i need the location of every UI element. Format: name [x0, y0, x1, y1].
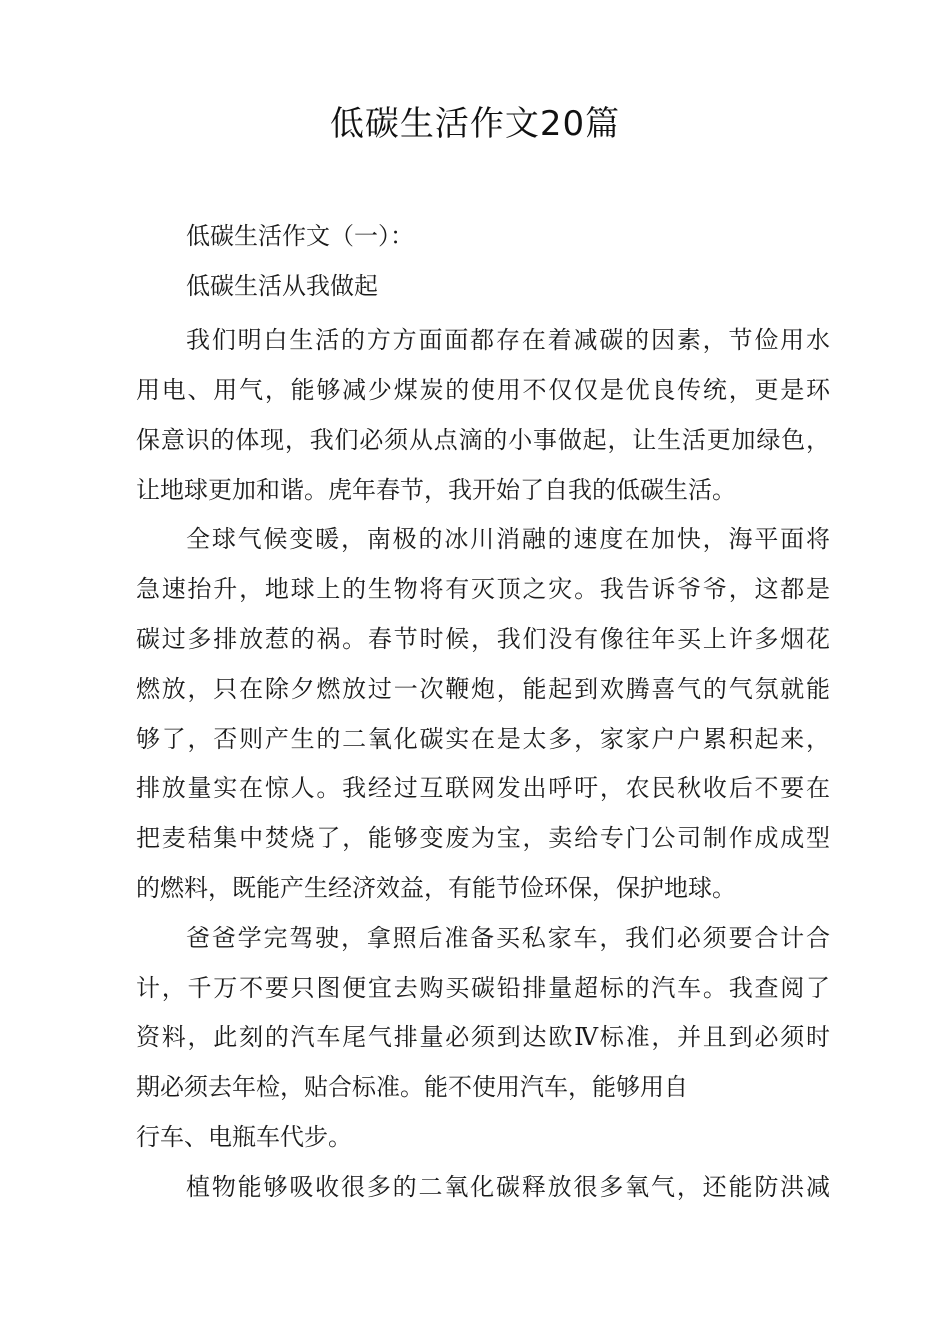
paragraph-line: 碳过多排放惹的祸。春节时候，我们没有像往年买上许多烟花	[136, 625, 830, 653]
paragraph-line: 期必须去年检，贴合标准。能不使用汽车，能够用自	[136, 1073, 688, 1101]
paragraph-line: 我们明白生活的方方面面都存在着减碳的因素，节俭用水	[186, 326, 830, 354]
paragraph-line: 急速抬升，地球上的生物将有灭顶之灾。我告诉爷爷，这都是	[136, 575, 830, 603]
paragraph-line: 资料，此刻的汽车尾气排量必须到达欧Ⅳ标准，并且到必须时	[136, 1023, 830, 1051]
paragraph-line: 计，千万不要只图便宜去购买碳铅排量超标的汽车。我查阅了	[136, 974, 830, 1002]
essay-subtitle: 低碳生活从我做起	[186, 272, 378, 300]
paragraph-line: 行车、电瓶车代步。	[136, 1123, 352, 1151]
paragraph-line: 用电、用气，能够减少煤炭的使用不仅仅是优良传统，更是环	[136, 376, 830, 404]
paragraph-line: 够了，否则产生的二氧化碳实在是太多，家家户户累积起来，	[136, 725, 830, 753]
paragraph-line: 全球气候变暖，南极的冰川消融的速度在加快，海平面将	[186, 525, 830, 553]
paragraph-line: 把麦秸集中焚烧了，能够变废为宝，卖给专门公司制作成成型	[136, 824, 830, 852]
paragraph-line: 排放量实在惊人。我经过互联网发出呼吁，农民秋收后不要在	[136, 774, 830, 802]
paragraph-line: 燃放，只在除夕燃放过一次鞭炮，能起到欢腾喜气的气氛就能	[136, 675, 830, 703]
paragraph-line: 让地球更加和谐。虎年春节，我开始了自我的低碳生活。	[136, 476, 736, 504]
paragraph-line: 的燃料，既能产生经济效益，有能节俭环保，保护地球。	[136, 874, 736, 902]
paragraph-line: 植物能够吸收很多的二氧化碳释放很多氧气，还能防洪减	[186, 1173, 830, 1201]
paragraph-line: 保意识的体现，我们必须从点滴的小事做起，让生活更加绿色，	[136, 426, 830, 454]
section-heading: 低碳生活作文（一）：	[186, 222, 414, 250]
document-title: 低碳生活作文20篇	[329, 104, 621, 144]
paragraph-line: 爸爸学完驾驶，拿照后准备买私家车，我们必须要合计合	[186, 924, 830, 952]
